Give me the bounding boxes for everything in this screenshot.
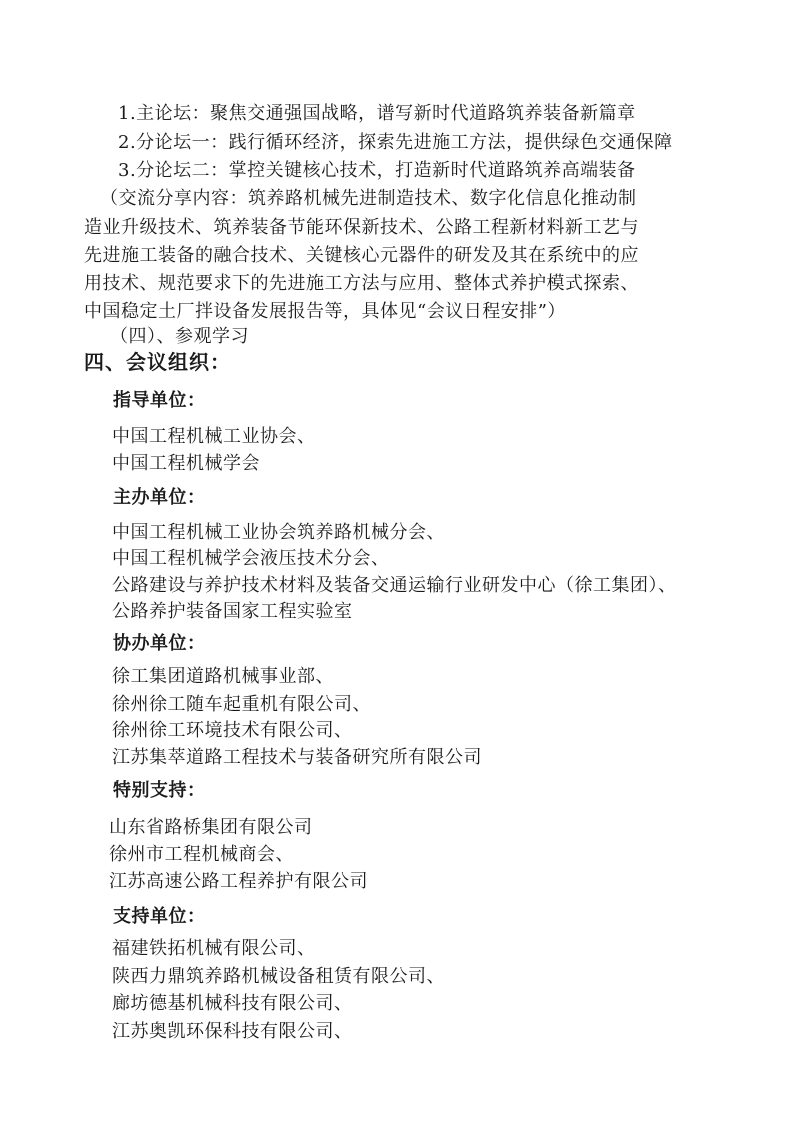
guidance-title: 指导单位：: [113, 390, 206, 411]
guidance-item-1: 中国工程机械工业协会、: [112, 426, 316, 447]
host-item-3: 公路建设与养护技术材料及装备交通运输行业研发中心（徐工集团）、: [112, 575, 677, 596]
visit-heading: （四）、参观学习: [110, 326, 249, 347]
forum-item-1: 1.主论坛：聚焦交通强国战略，谱写新时代道路筑养装备新篇章: [118, 103, 636, 124]
host-item-2: 中国工程机械学会液压技术分会、: [112, 548, 390, 569]
support-item-3: 廊坊德基机械科技有限公司、: [112, 993, 353, 1014]
support-item-1: 福建铁拓机械有限公司、: [112, 938, 316, 959]
host-item-4: 公路养护装备国家工程实验室: [112, 601, 353, 622]
support-title: 支持单位：: [113, 906, 206, 927]
guidance-item-2: 中国工程机械学会: [112, 453, 260, 474]
special-support-item-2: 徐州市工程机械商会、: [109, 844, 294, 865]
exchange-line-5: 中国稳定土厂拌设备发展报告等，具体见“会议日程安排”）: [84, 301, 566, 322]
forum-item-2: 2.分论坛一：践行循环经济，探索先进施工方法，提供绿色交通保障: [118, 132, 673, 153]
exchange-line-1: （交流分享内容：筑养路机械先进制造技术、数字化信息化推动制: [100, 188, 637, 209]
exchange-line-4: 用技术、规范要求下的先进施工方法与应用、整体式养护模式探索、: [84, 273, 639, 294]
special-support-item-3: 江苏高速公路工程养护有限公司: [109, 871, 368, 892]
support-item-4: 江苏奥凯环保科技有限公司、: [112, 1021, 353, 1042]
co-host-title: 协办单位：: [113, 633, 206, 654]
special-support-item-1: 山东省路桥集团有限公司: [109, 817, 313, 838]
co-host-item-2: 徐州徐工随车起重机有限公司、: [112, 694, 371, 715]
special-support-title: 特别支持：: [113, 780, 206, 801]
co-host-item-4: 江苏集萃道路工程技术与装备研究所有限公司: [112, 747, 482, 768]
exchange-line-2: 造业升级技术、筑养装备节能环保新技术、公路工程新材料新工艺与: [84, 217, 639, 238]
co-host-item-1: 徐工集团道路机械事业部、: [112, 666, 334, 687]
co-host-item-3: 徐州徐工环境技术有限公司、: [112, 720, 353, 741]
host-item-1: 中国工程机械工业协会筑养路机械分会、: [112, 522, 445, 543]
host-title: 主办单位：: [113, 487, 206, 508]
exchange-line-3: 先进施工装备的融合技术、关键核心元器件的研发及其在系统中的应: [84, 245, 639, 266]
forum-item-3: 3.分论坛二：掌控关键核心技术，打造新时代道路筑养高端装备: [118, 160, 636, 181]
support-item-2: 陕西力鼎筑养路机械设备租赁有限公司、: [112, 966, 445, 987]
section-heading: 四、会议组织：: [84, 350, 231, 374]
